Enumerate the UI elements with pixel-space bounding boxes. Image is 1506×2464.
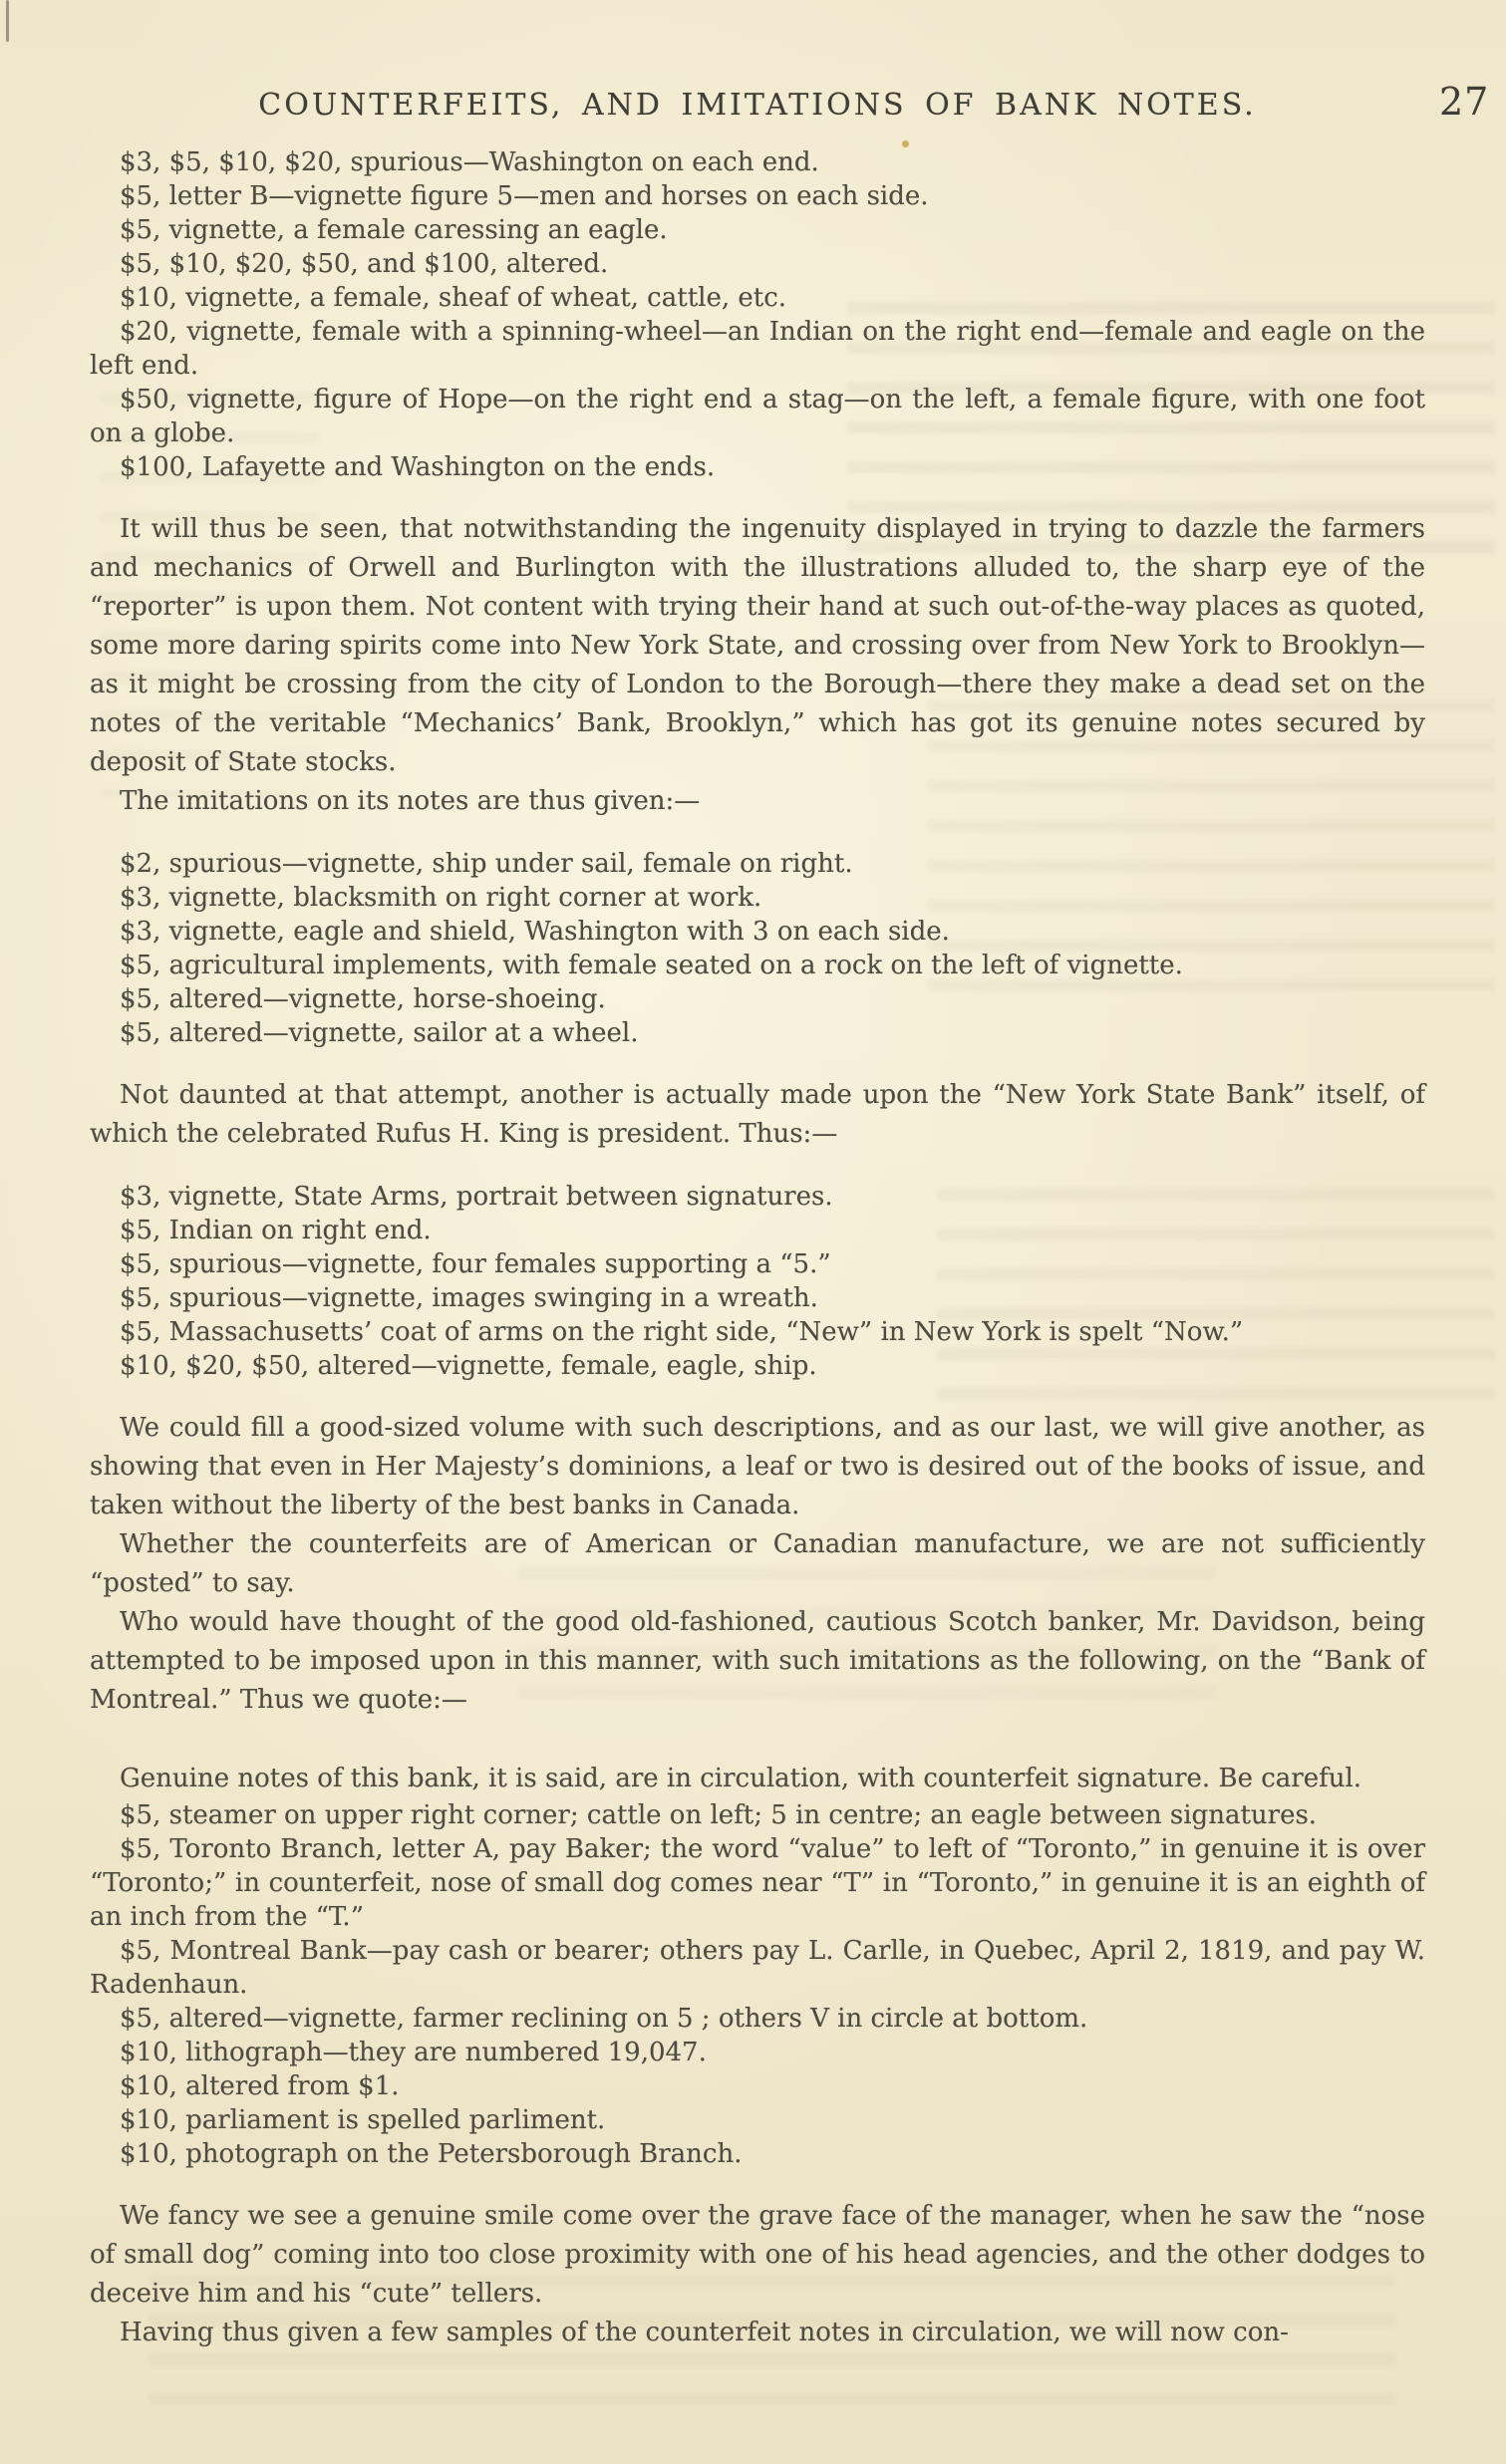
paragraph: Not daunted at that attempt, another is actually made upon the “New York State Bank” itself, of which the celebrated Rufus H. King is president. Thus:— bbox=[90, 1080, 1425, 1149]
page-body bbox=[90, 145, 1425, 2352]
note-description-line: $5, letter B—vignette figure 5—men and horses on each side. bbox=[120, 181, 929, 211]
paragraph: Genuine notes of this bank, it is said, are in circulation, with counterfeit signature. Be careful. bbox=[120, 1764, 1362, 1793]
note-description-line: $5, Montreal Bank—pay cash or bearer; others pay L. Carlle, in Quebec, April 2, 1819, and pay W. Radenhaun. bbox=[90, 1936, 1425, 2000]
paragraph: It will thus be seen, that notwithstanding the ingenuity displayed in trying to dazzle the farmers and mechanics of Orwell and Burlington with the illustrations alluded to, the sharp eye of the “reporter” is upon them. Not content with trying their hand at such out-of-the-way places as quoted, some more daring spirits come into New York State, and crossing over from New York to Brooklyn—as it might be crossing from the city of London to the Borough—there they make a dead set on the notes of the veritable “Mechanics’ Bank, Brooklyn,” which has got its genuine notes secured by deposit of State stocks. bbox=[90, 514, 1425, 777]
note-description-line: $5, altered—vignette, farmer reclining on 5 ; others V in circle at bottom. bbox=[120, 2004, 1088, 2034]
note-description-line: $10, vignette, a female, sheaf of wheat, cattle, etc. bbox=[120, 283, 787, 313]
note-description-line: $2, spurious—vignette, ship under sail, female on right. bbox=[120, 849, 853, 879]
note-description-line: $5, spurious—vignette, four females supporting a “5.” bbox=[120, 1249, 831, 1279]
note-description-line: $5, $10, $20, $50, and $100, altered. bbox=[120, 249, 609, 279]
note-description-line: $3, vignette, eagle and shield, Washington with 3 on each side. bbox=[120, 917, 950, 947]
note-description-line: $10, photograph on the Petersborough Branch. bbox=[120, 2139, 743, 2169]
paragraph: Who would have thought of the good old-fashioned, cautious Scotch banker, Mr. Davidson, being attempted to be imposed upon in this manner, with such imitations as the following, on the “Bank of Montreal.” Thus we quote:— bbox=[90, 1607, 1425, 1715]
note-description-line: $5, Indian on right end. bbox=[120, 1216, 432, 1245]
note-description-line: $3, $5, $10, $20, spurious—Washington on each end. bbox=[120, 147, 819, 177]
paragraph: We fancy we see a genuine smile come over the grave face of the manager, when he saw the “nose of small dog” coming into too close proximity with one of his head agencies, and the other dodges to deceive him and his “cute” tellers. bbox=[90, 2201, 1425, 2309]
paragraph: The imitations on its notes are thus given:— bbox=[120, 786, 701, 816]
note-description-line: $5, Toronto Branch, letter A, pay Baker; the word “value” to left of “Toronto,” in genuine it is over “Toronto;” in counterfeit, nose of small dog comes near “T” in “Toronto,” in genuine it is an eighth of an inch from the “T.” bbox=[90, 1834, 1425, 1932]
note-description-line: $100, Lafayette and Washington on the ends. bbox=[120, 452, 716, 482]
note-description-line: $10, $20, $50, altered—vignette, female, eagle, ship. bbox=[120, 1351, 817, 1381]
paragraph: We could fill a good-sized volume with such descriptions, and as our last, we will give another, as showing that even in Her Majesty’s dominions, a leaf or two is desired out of the books of issue, and taken without the liberty of the best banks in Canada. bbox=[90, 1413, 1425, 1520]
paragraph: Having thus given a few samples of the counterfeit notes in circulation, we will now con- bbox=[120, 2318, 1289, 2347]
note-description-line: $3, vignette, blacksmith on right corner at work. bbox=[120, 883, 762, 913]
note-description-line: $5, steamer on upper right corner; cattle on left; 5 in centre; an eagle between signatures. bbox=[120, 1800, 1318, 1830]
note-description-line: $5, spurious—vignette, images swinging in a wreath. bbox=[120, 1283, 818, 1313]
paragraph: Whether the counterfeits are of American or Canadian manufacture, we are not sufficiently “posted” to say. bbox=[90, 1529, 1425, 1598]
note-description-line: $10, parliament is spelled parliment. bbox=[120, 2105, 606, 2135]
note-description-line: $5, vignette, a female caressing an eagle. bbox=[120, 215, 668, 245]
note-description-line: $10, lithograph—they are numbered 19,047. bbox=[120, 2038, 707, 2067]
note-description-line: $5, agricultural implements, with female seated on a rock on the left of vignette. bbox=[120, 951, 1183, 980]
running-header-title: COUNTERFEITS, AND IMITATIONS OF BANK NOTES. bbox=[258, 88, 1257, 123]
note-description-line: $50, vignette, figure of Hope—on the right end a stag—on the left, a female figure, with one foot on a globe. bbox=[90, 385, 1425, 448]
note-description-line: $5, altered—vignette, sailor at a wheel. bbox=[120, 1018, 639, 1048]
page-number: 27 bbox=[1439, 80, 1490, 124]
note-description-line: $3, vignette, State Arms, portrait between signatures. bbox=[120, 1182, 833, 1212]
note-description-line: $20, vignette, female with a spinning-wheel—an Indian on the right end—female and eagle on the left end. bbox=[90, 317, 1425, 381]
note-description-line: $5, altered—vignette, horse-shoeing. bbox=[120, 984, 606, 1014]
scan-edge-mark bbox=[6, 0, 9, 42]
note-description-line: $5, Massachusetts’ coat of arms on the right side, “New” in New York is spelt “Now.” bbox=[120, 1317, 1244, 1347]
note-description-line: $10, altered from $1. bbox=[120, 2071, 400, 2101]
